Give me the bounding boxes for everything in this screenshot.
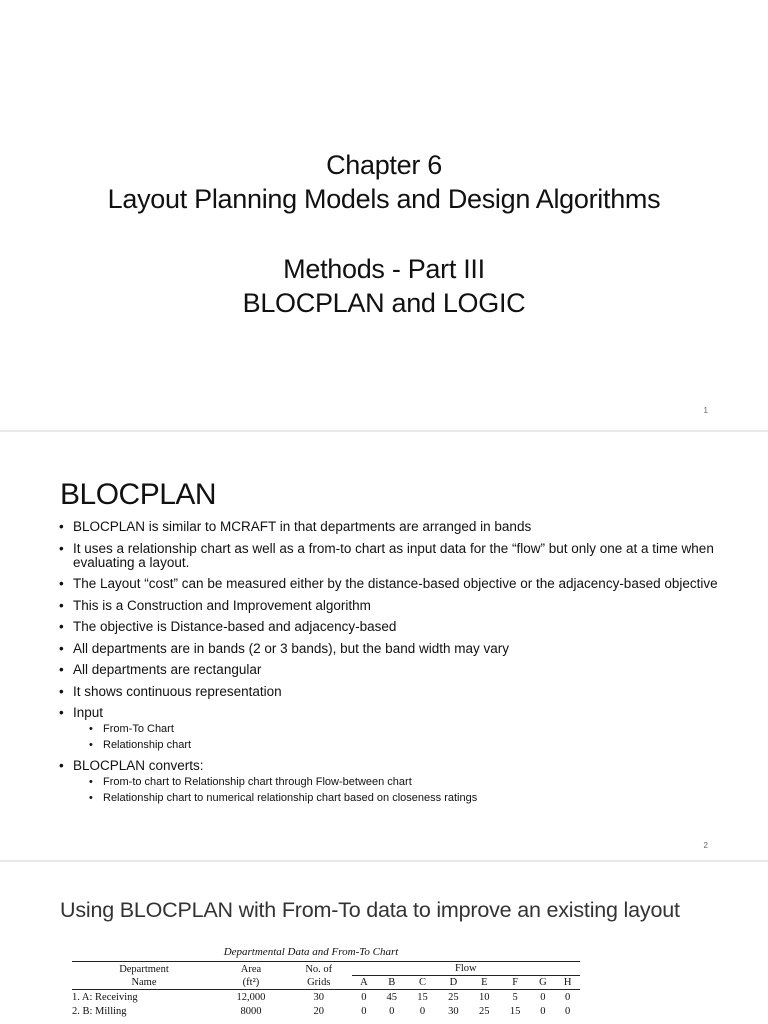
bullet-item: • The Layout “cost” can be measured either by the distance-based objective or the adjacency-based objective [59, 577, 719, 591]
bullet-item: • All departments are rectangular [59, 663, 719, 677]
flow-col-e: E [469, 976, 500, 990]
table-row [72, 990, 580, 1005]
flow-col-h: H [555, 976, 580, 990]
flow-cell: 5 [512, 992, 518, 1003]
flow-cell: 45 [386, 992, 397, 1003]
bullet-item: • The objective is Distance-based and adjacency-based [59, 620, 719, 634]
dept-name: 2. B: Milling [72, 1006, 127, 1017]
header-area: Area [216, 962, 286, 976]
flow-cell: 15 [509, 1006, 521, 1017]
table-caption: Departmental Data and From-To Chart [223, 946, 399, 958]
header-grids: No. of [286, 962, 352, 976]
bullet-item: • It shows continuous representation [59, 685, 719, 699]
flow-cell: 0 [564, 992, 571, 1003]
from-to-slide [0, 862, 768, 1024]
flow-cell: 0 [540, 992, 546, 1003]
dept-grids: 30 [313, 992, 325, 1003]
header-name: Name [72, 976, 216, 990]
dept-grids: 20 [313, 1006, 325, 1017]
flow-col-d: D [438, 976, 469, 990]
page-number: 1 [703, 406, 708, 415]
bullet-text: BLOCPLAN converts: [73, 758, 204, 773]
sub-bullet-item: • From-To Chart [89, 723, 719, 736]
sub-bullet-item: • Relationship chart [89, 739, 719, 752]
chapter-title [0, 148, 768, 216]
chapter-number: Chapter 6 [326, 150, 442, 180]
title-slide [0, 0, 768, 430]
flow-cell: 0 [389, 1006, 395, 1017]
flow-col-g: G [531, 976, 556, 990]
flow-col-c: C [407, 976, 438, 990]
header-area-unit: (ft²) [216, 976, 286, 990]
dept-area: 8000 [240, 1006, 262, 1017]
flow-cell: 10 [479, 992, 490, 1003]
header-grids-2: Grids [286, 976, 352, 990]
flow-col-b: B [376, 976, 407, 990]
flow-cell: 0 [361, 992, 367, 1003]
bullet-list [59, 520, 719, 812]
header-department: Department [72, 962, 216, 976]
flow-cell: 25 [479, 1006, 490, 1017]
flow-cell: 0 [540, 1006, 546, 1017]
flow-cell: 0 [419, 1006, 426, 1017]
sub-bullet-item: • From-to chart to Relationship chart through Flow-between chart [89, 776, 719, 789]
flow-col-f: F [500, 976, 531, 990]
header-flow: Flow [352, 962, 580, 976]
dept-area: 12,000 [236, 992, 266, 1003]
sub-bullet-list [89, 723, 719, 752]
slide-heading: Using BLOCPLAN with From-To data to improve an existing layout [60, 898, 680, 922]
flow-cell: 0 [361, 1006, 367, 1017]
blocplan-slide [0, 432, 768, 860]
bullet-item: • This is a Construction and Improvement algorithm [59, 599, 719, 613]
bullet-item: • BLOCPLAN is similar to MCRAFT in that departments are arranged in bands [59, 520, 719, 534]
slide-heading: BLOCPLAN [60, 478, 217, 511]
flow-cell: 25 [448, 992, 459, 1003]
bullet-text: Input [73, 705, 104, 720]
chapter-name: Layout Planning Models and Design Algorithms [107, 184, 661, 214]
bullet-item: • It uses a relationship chart as well as a from-to chart as input data for the “flow” but only one at a time when evaluating a layout. [59, 542, 719, 570]
bullet-item-input [59, 706, 719, 752]
from-to-table [72, 961, 580, 1018]
dept-name: 1. A: Receiving [72, 992, 138, 1003]
from-to-table-figure [72, 946, 580, 1018]
table-header-row [72, 976, 580, 990]
table-row [72, 1004, 580, 1018]
bullet-item-converts [59, 759, 719, 805]
page-number: 2 [703, 841, 708, 850]
flow-cell: 0 [564, 1006, 571, 1017]
table-header-row [72, 962, 580, 976]
sub-bullet-item: • Relationship chart to numerical relationship chart based on closeness ratings [89, 792, 719, 805]
flow-cell: 30 [448, 1006, 459, 1017]
subtitle-topic: BLOCPLAN and LOGIC [242, 288, 526, 318]
flow-cell: 15 [417, 992, 428, 1003]
flow-col-a: A [352, 976, 377, 990]
chapter-subtitle [0, 252, 768, 320]
bullet-item: • All departments are in bands (2 or 3 bands), but the band width may vary [59, 642, 719, 656]
subtitle-part: Methods - Part III [283, 254, 485, 284]
sub-bullet-list [89, 776, 719, 805]
